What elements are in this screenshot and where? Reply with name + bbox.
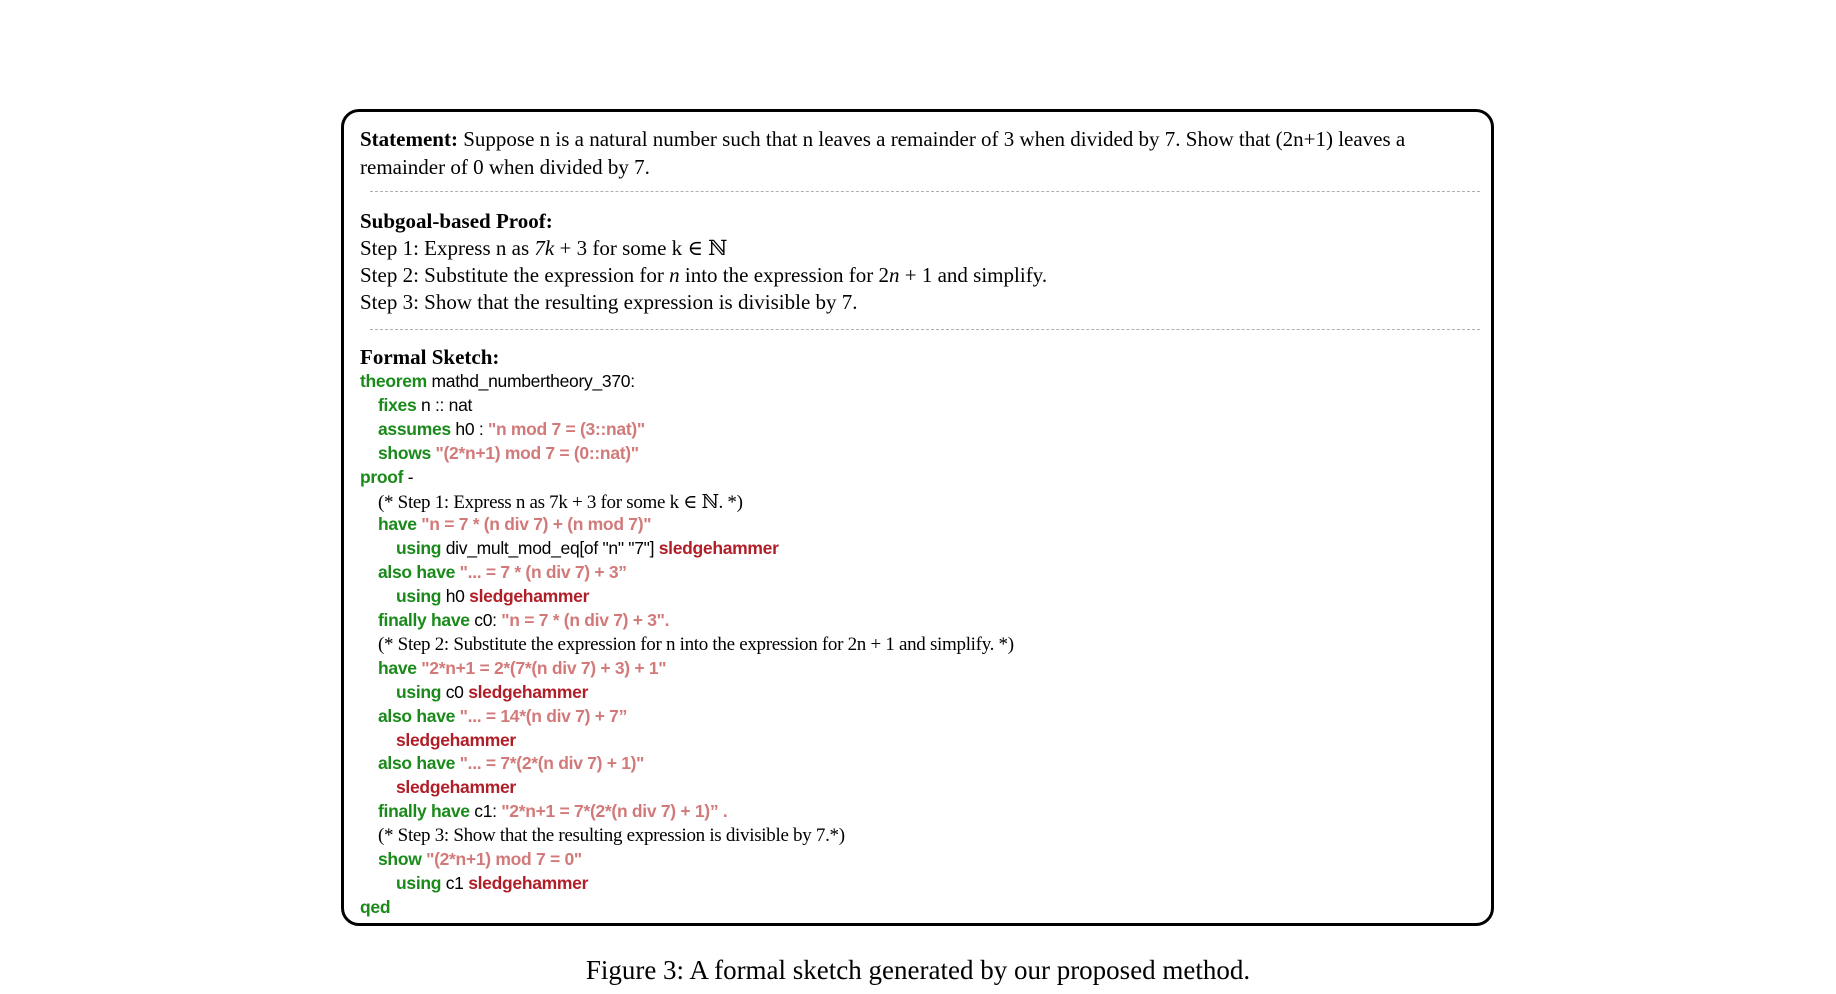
code-line — [378, 610, 669, 631]
string-literal: "(2*n+1) mod 7 = 0" — [426, 849, 582, 869]
comment: (* Step 1: Express n as 7k + 3 for some k ∈ ℕ. *) — [378, 491, 743, 513]
code-line — [360, 467, 413, 488]
section-divider — [370, 329, 1480, 330]
code-line — [378, 706, 627, 727]
code-text: c1: — [469, 801, 502, 822]
code-line — [378, 514, 651, 535]
keyword: finally have — [378, 801, 470, 822]
keyword: using — [396, 872, 442, 893]
statement-line-2: remainder of 0 when divided by 7. — [360, 155, 650, 179]
tactic: sledgehammer — [658, 538, 779, 559]
code-text: h0 : — [450, 418, 488, 439]
subgoal-step: Step 1: Express n as 7k + 3 for some k ∈ ℕ — [360, 236, 728, 260]
keyword: also have — [378, 753, 456, 774]
string-literal: "(2*n+1) mod 7 = (0::nat)" — [435, 442, 639, 463]
code-text: c0: — [469, 610, 502, 630]
string-literal: "... = 7*(2*(n div 7) + 1)" — [459, 753, 645, 774]
tactic: sledgehammer — [396, 777, 516, 798]
keyword: fixes — [378, 394, 417, 415]
code-text: h0 — [441, 586, 470, 607]
tactic: sledgehammer — [468, 872, 589, 893]
keyword: have — [378, 657, 417, 678]
code-line — [378, 849, 582, 870]
string-literal: "2*n+1 = 2*(7*(n div 7) + 3) + 1" — [421, 657, 667, 678]
code-line — [396, 586, 589, 607]
code-line — [378, 825, 845, 847]
code-text: div_mult_mod_eq[of "n" "7"] — [441, 538, 659, 559]
comment: (* Step 3: Show that the resulting expression is divisible by 7.*) — [378, 825, 845, 847]
code-line — [378, 562, 627, 583]
code-line — [378, 419, 645, 440]
code-line — [396, 873, 588, 894]
code-text: c1 — [441, 872, 469, 893]
subgoal-step: Step 3: Show that the resulting expression is divisible by 7. — [360, 290, 858, 314]
code-line — [378, 491, 743, 514]
subgoal-heading: Subgoal-based Proof: — [360, 209, 553, 233]
keyword: using — [396, 681, 442, 702]
string-literal: "n mod 7 = (3::nat)" — [487, 418, 645, 439]
figure-caption: Figure 3: A formal sketch generated by our proposed method. — [585, 955, 1251, 985]
code-line — [378, 801, 727, 822]
keyword: also have — [378, 562, 456, 583]
keyword: theorem — [360, 371, 427, 391]
code-text: mathd_numbertheory_370: — [426, 371, 635, 391]
comment: (* Step 2: Substitute the expression for n into the expression for 2n + 1 and simplify. *) — [378, 633, 1014, 655]
keyword: using — [396, 538, 442, 559]
keyword: using — [396, 586, 442, 607]
code-text: n :: nat — [416, 394, 473, 415]
keyword: qed — [360, 896, 391, 917]
code-text: c0 — [441, 681, 469, 702]
string-literal: "... = 7 * (n div 7) + 3” — [459, 562, 627, 583]
code-line — [360, 371, 635, 392]
string-literal: "n = 7 * (n div 7) + (n mod 7)" — [421, 514, 652, 535]
code-line — [378, 753, 644, 774]
code-line — [378, 395, 472, 416]
code-line — [360, 897, 390, 918]
keyword: finally have — [378, 610, 470, 630]
subgoal-step: Step 2: Substitute the expression for n into the expression for 2n + 1 and simplify. — [360, 263, 1048, 287]
tactic: sledgehammer — [468, 681, 589, 702]
statement-line-1 — [360, 126, 1405, 153]
formal-sketch-heading: Formal Sketch: — [360, 345, 500, 369]
string-literal: "... = 14*(n div 7) + 7” — [459, 705, 628, 726]
code-line — [378, 658, 666, 679]
code-line — [396, 777, 516, 798]
code-line — [378, 443, 639, 464]
string-literal: "n = 7 * (n div 7) + 3". — [501, 610, 670, 630]
code-line — [378, 634, 1014, 656]
keyword: also have — [378, 705, 456, 726]
code-text: - — [403, 466, 414, 487]
statement-label: Statement: — [360, 127, 458, 151]
keyword: proof — [360, 466, 404, 487]
statement-text-1: Suppose n is a natural number such that n leaves a remainder of 3 when divided by 7. Show that (2n+1) leaves a — [457, 127, 1406, 151]
keyword: have — [378, 514, 417, 535]
keyword: shows — [378, 442, 431, 463]
tactic: sledgehammer — [469, 586, 590, 607]
section-divider — [370, 191, 1480, 192]
tactic: sledgehammer — [396, 729, 516, 750]
code-line — [396, 538, 779, 559]
code-line — [396, 682, 588, 703]
code-line — [396, 730, 516, 751]
keyword: show — [378, 849, 422, 869]
keyword: assumes — [378, 418, 451, 439]
string-literal: "2*n+1 = 7*(2*(n div 7) + 1)” . — [501, 801, 728, 822]
